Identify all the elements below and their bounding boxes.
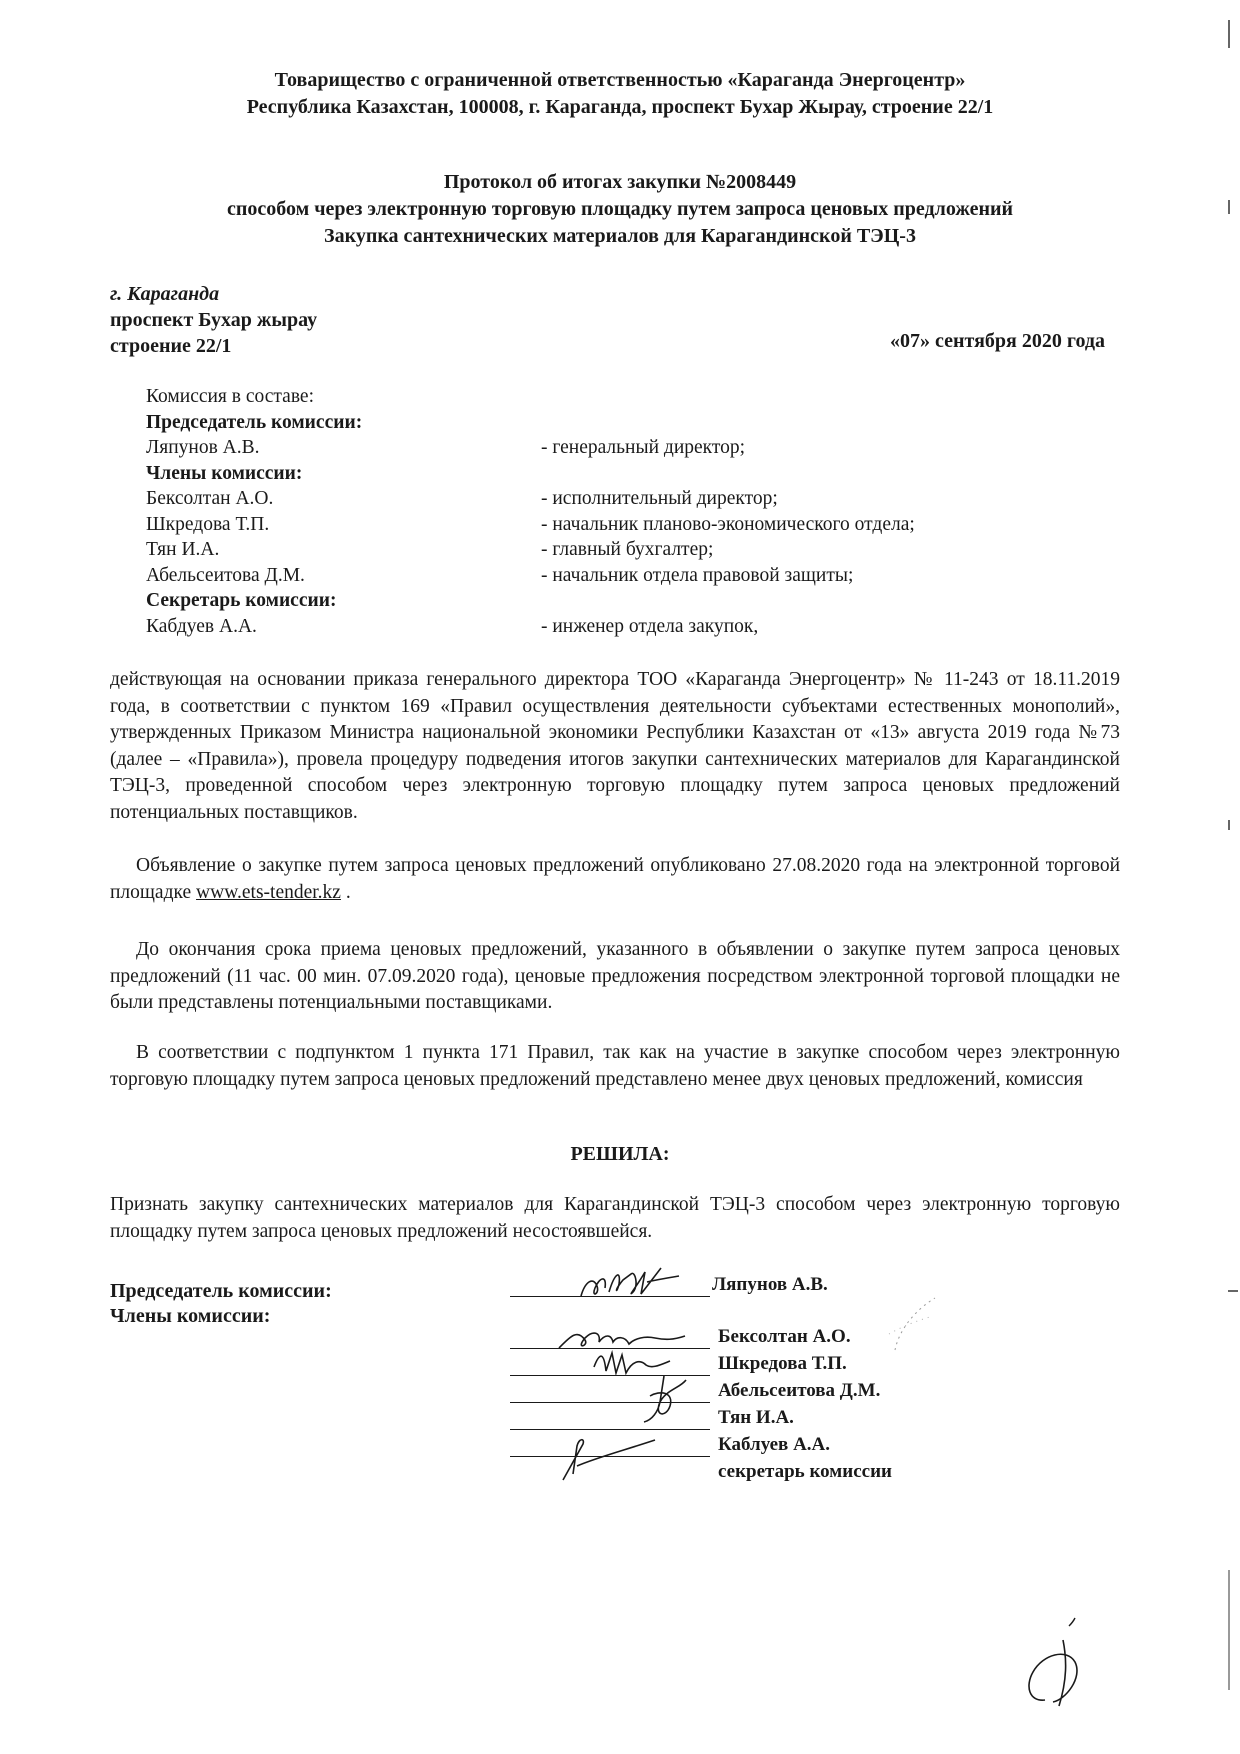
member-role: - начальник планово-экономического отдела; xyxy=(541,513,915,535)
place-building: строение 22/1 xyxy=(110,335,232,357)
sign-secretary-caption: секретарь комиссии xyxy=(718,1461,892,1482)
scan-edge-mark xyxy=(1228,20,1230,48)
protocol-title: Протокол об итогах закупки №2008449 xyxy=(443,171,797,193)
commission-intro: Комиссия в составе: xyxy=(146,386,314,407)
protocol-subject: Закупка сантехнических материалов для Карагандинской ТЭЦ-3 xyxy=(324,225,916,247)
member-signature xyxy=(630,1372,700,1428)
member-role: - главный бухгалтер; xyxy=(541,539,714,560)
grounds-text: В соответствии с подпунктом 1 пункта 171 Правил, так как на участие в закупке способом через электронную торговую площадку путем запроса ценовых предложений представлено менее двух ценовых предложений, комиссия xyxy=(110,1042,1120,1090)
sign-chair-label: Председатель комиссии: xyxy=(110,1280,332,1302)
protocol-subtitle: способом через электронную торговую площадку путем запроса ценовых предложений xyxy=(226,198,1014,220)
member-name: Абельсеитова Д.М. xyxy=(146,564,305,586)
sign-chair-name: Ляпунов А.В. xyxy=(712,1274,828,1295)
member-name: Шкредова Т.П. xyxy=(146,513,270,535)
initials-mark xyxy=(1005,1610,1105,1710)
scan-edge-mark xyxy=(1228,200,1230,214)
deadline-text: До окончания срока приема ценовых предложений, указанного в объявлении о закупке путем запроса ценовых предложений (11 час. 00 мин. 07.09.2020 года), ценовые предложения посредством электронной торговой площадки не были представлены потенциальными поставщиками. xyxy=(110,939,1120,1013)
announcement-text: Объявление о закупке путем запроса ценовых предложений опубликовано 27.08.2020 года на электронной торговой площадке xyxy=(110,855,1120,903)
protocol-date: «07» сентября 2020 года xyxy=(890,330,1105,352)
paragraph-deadline xyxy=(110,937,1120,1017)
secretary-row xyxy=(146,614,759,640)
sign-members-label: Члены комиссии: xyxy=(110,1305,271,1327)
member-role: - инженер отдела закупок, xyxy=(541,615,759,637)
sign-member-name: Шкредова Т.П. xyxy=(718,1353,847,1374)
announcement-end: . xyxy=(345,881,351,903)
scan-edge-mark xyxy=(1228,820,1230,830)
chair-row xyxy=(146,435,746,461)
paragraph-basis: действующая на основании приказа генерального директора ТОО «Караганда Энергоцентр» № 11-243 от 18.11.2019 года, в соответствии с пунктом 169 «Правил осуществления деятельности субъектами естественных монополий», утвержденных Приказом Министра национальной экономики Республики Казахстан от «13» августа 2019 года №73 (далее – «Правила»), провела процедуру подведения итогов закупки сантехнических материалов для Карагандинской ТЭЦ-3, проведенной способом через электронную торговую площадку путем запроса ценовых предложений потенциальных поставщиков. xyxy=(110,669,1120,823)
decision-text: Признать закупку сантехнических материалов для Карагандинской ТЭЦ-3 способом через электронную торговую площадку путем запроса ценовых предложений несостоявшейся. xyxy=(110,1194,1120,1242)
chair-heading: Председатель комиссии: xyxy=(146,411,363,433)
member-row xyxy=(146,537,714,563)
decision-heading: РЕШИЛА: xyxy=(570,1143,670,1165)
secretary-signature xyxy=(555,1428,665,1484)
members-heading: Члены комиссии: xyxy=(146,462,303,484)
paragraph-grounds xyxy=(110,1040,1120,1093)
member-role: - исполнительный директор; xyxy=(541,488,778,509)
chair-signature xyxy=(575,1262,705,1306)
sign-member-name: Абельсеитова Д.М. xyxy=(718,1380,881,1401)
sign-member-name: Бексолтан А.О. xyxy=(718,1326,851,1347)
place-street: проспект Бухар жырау xyxy=(110,309,318,331)
member-name: Ляпунов А.В. xyxy=(146,437,260,458)
org-name: Товарищество с ограниченной ответственностью «Караганда Энергоцентр» xyxy=(274,69,966,91)
stamp-trace xyxy=(885,1290,945,1360)
member-role: - генеральный директор; xyxy=(541,437,746,458)
secretary-heading: Секретарь комиссии: xyxy=(146,590,337,611)
member-name: Кабдуев А.А. xyxy=(146,615,257,637)
paragraph-announcement xyxy=(110,853,1120,906)
org-address: Республика Казахстан, 100008, г. Караганда, проспект Бухар Жырау, строение 22/1 xyxy=(246,96,994,118)
place-city: г. Караганда xyxy=(110,283,220,305)
member-row xyxy=(146,512,915,538)
member-row xyxy=(146,486,778,512)
sign-member-name: Каблуев А.А. xyxy=(718,1434,831,1455)
member-name: Бексолтан А.О. xyxy=(146,488,274,509)
scan-edge-mark xyxy=(1228,1570,1230,1690)
commission-list xyxy=(146,384,915,639)
scan-edge-mark xyxy=(1228,1290,1238,1292)
sign-member-name: Тян И.А. xyxy=(718,1407,794,1428)
member-name: Тян И.А. xyxy=(146,539,220,560)
member-row xyxy=(146,563,854,589)
member-role: - начальник отдела правовой защиты; xyxy=(541,564,854,586)
ets-tender-link[interactable]: www.ets-tender.kz xyxy=(196,881,341,903)
